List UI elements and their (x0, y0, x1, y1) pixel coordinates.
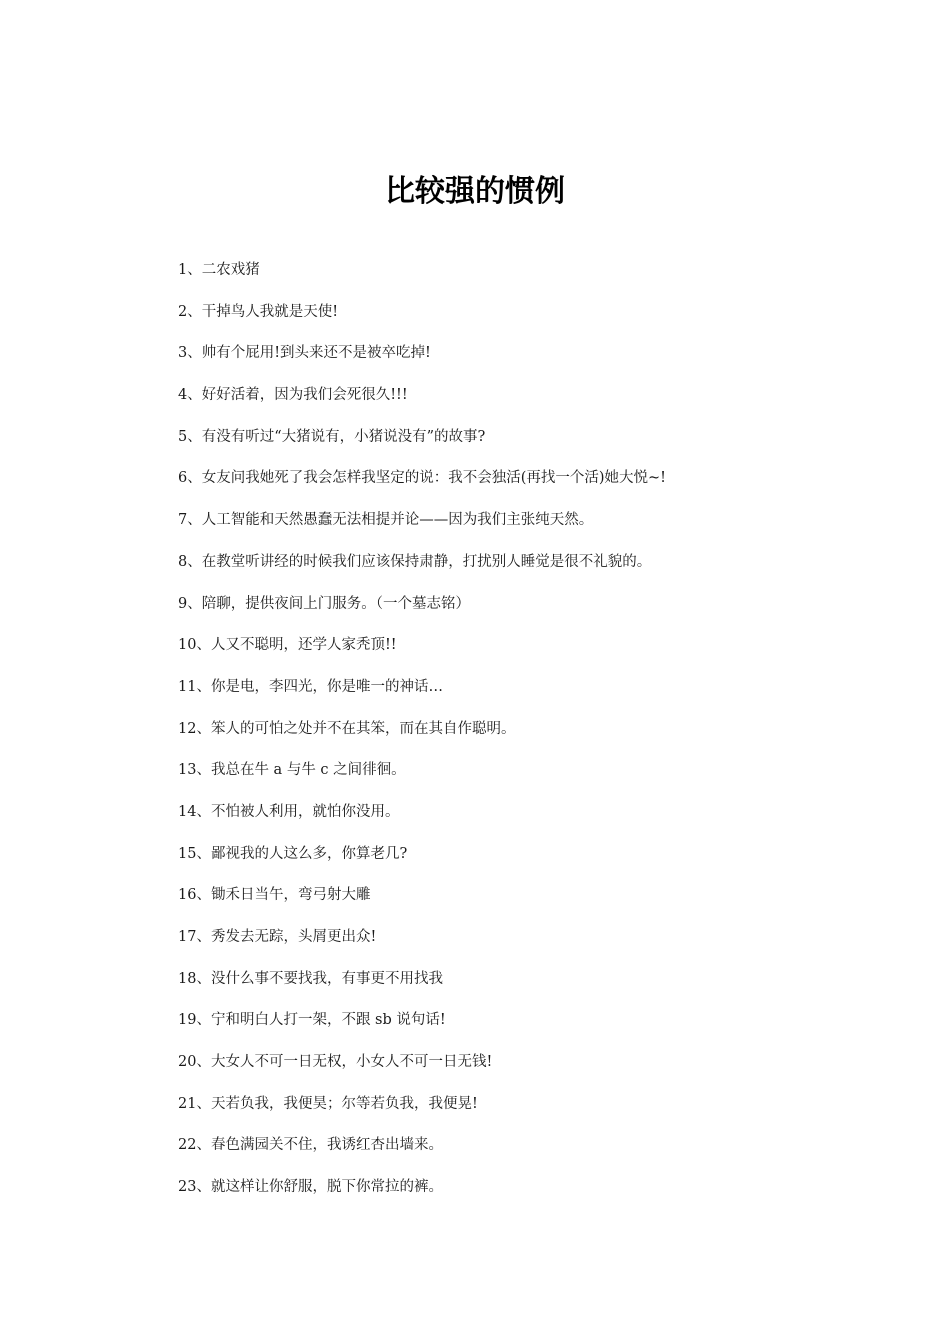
list-item: 4、好好活着，因为我们会死很久!!! (178, 387, 408, 404)
item-list (178, 257, 878, 1216)
list-item: 8、在教堂听讲经的时候我们应该保持肃静，打扰别人睡觉是很不礼貌的。 (178, 553, 652, 570)
list-item: 13、我总在牛 a 与牛 c 之间徘徊。 (178, 762, 406, 779)
list-item: 17、秀发去无踪，头屑更出众! (178, 929, 377, 945)
list-item: 21、天若负我，我便昊；尔等若负我，我便晃! (178, 1095, 478, 1112)
list-item: 1、二农戏猪 (178, 262, 260, 278)
list-item: 10、人又不聪明，还学人家秃顶!! (178, 637, 397, 654)
list-item: 5、有没有听过“大猪说有，小猪说没有”的故事? (178, 428, 486, 445)
list-item: 12、笨人的可怕之处并不在其笨，而在其自作聪明。 (178, 720, 516, 737)
list-item: 22、春色满园关不住，我诱红杏出墙来。 (178, 1137, 443, 1154)
list-item: 2、干掉鸟人我就是天使! (178, 303, 339, 320)
list-item: 7、人工智能和天然愚蠢无法相提并论——因为我们主张纯天然。 (178, 512, 594, 529)
list-item: 3、帅有个屁用!到头来还不是被卒吃掉! (178, 345, 431, 362)
list-item: 14、不怕被人利用，就怕你没用。 (178, 803, 400, 820)
list-item: 15、鄙视我的人这么多，你算老几? (178, 845, 408, 862)
document-title: 比较强的惯例 (385, 174, 565, 209)
list-item: 11、你是电，李四光，你是唯一的神话… (178, 678, 443, 695)
list-item: 9、陪聊，提供夜间上门服务。（一个墓志铭） (178, 595, 470, 612)
list-item: 16、锄禾日当午，弯弓射大雕 (178, 887, 371, 904)
list-item: 19、宁和明白人打一架，不跟 sb 说句话! (178, 1012, 446, 1029)
list-item: 20、大女人不可一日无权，小女人不可一日无钱! (178, 1054, 493, 1071)
list-item: 6、女友问我她死了我会怎样我坚定的说：我不会独活(再找一个活)她大悦~! (178, 470, 667, 487)
list-item: 23、就这样让你舒服，脱下你常拉的裤。 (178, 1179, 443, 1196)
list-item: 18、没什么事不要找我，有事更不用找我 (178, 970, 443, 987)
